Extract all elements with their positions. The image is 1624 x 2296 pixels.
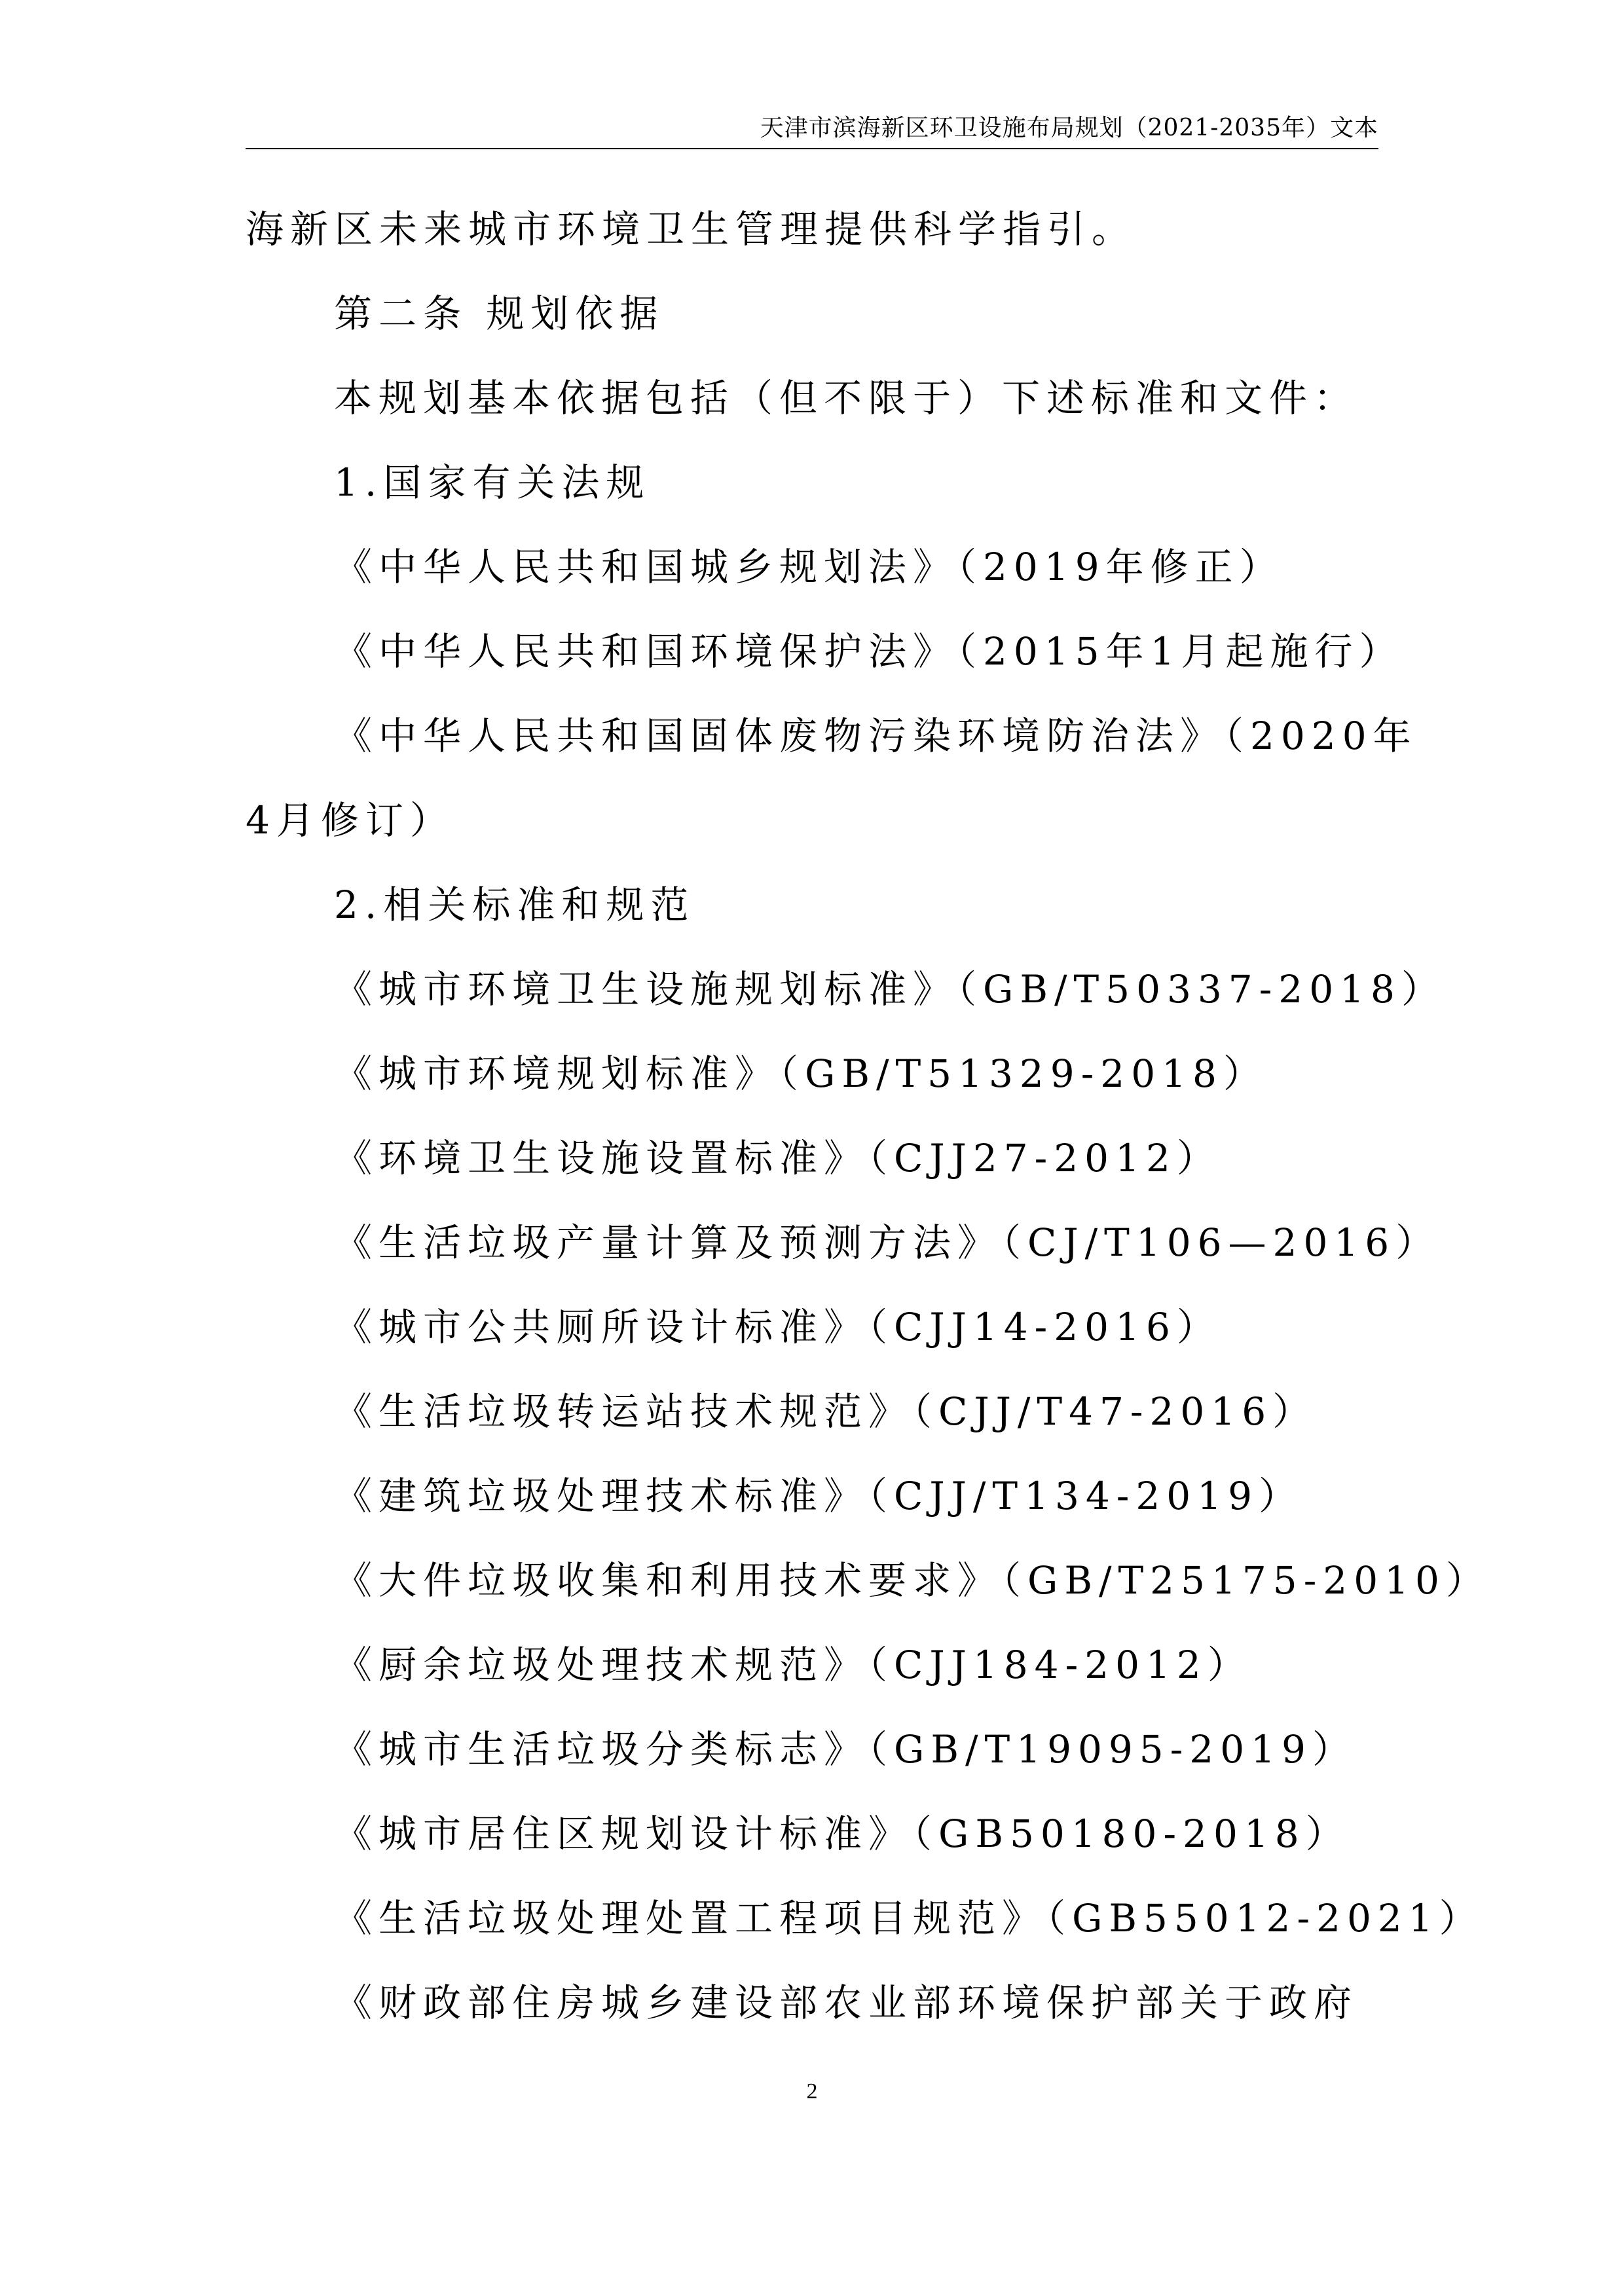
header-rule <box>246 148 1378 149</box>
list-item: 《厨余垃圾处理技术规范》（CJJ184-2012） <box>334 1643 1252 1687</box>
running-header: 天津市滨海新区环卫设施布局规划（2021-2035年）文本 <box>760 115 1378 141</box>
list-item: 《环境卫生设施设置标准》（CJJ27-2012） <box>334 1136 1221 1180</box>
subsection-heading-standards: 2.相关标准和规范 <box>334 883 695 927</box>
list-item: 《中华人民共和国固体废物污染环境防治法》（2020年 <box>334 714 1418 758</box>
list-item: 《城市生活垃圾分类标志》（GB/T19095-2019） <box>334 1727 1357 1772</box>
list-item: 《城市公共厕所设计标准》（CJJ14-2016） <box>334 1305 1221 1349</box>
page-number: 2 <box>806 2079 818 2104</box>
list-item: 《中华人民共和国环境保护法》（2015年1月起施行） <box>334 629 1404 674</box>
list-item: 《建筑垃圾处理技术标准》（CJJ/T134-2019） <box>334 1474 1304 1518</box>
list-item: 《财政部住房城乡建设部农业部环境保护部关于政府 <box>334 1980 1359 2025</box>
intro-paragraph: 本规划基本依据包括（但不限于）下述标准和文件： <box>334 376 1359 420</box>
list-item: 《中华人民共和国城乡规划法》（2019年修正） <box>334 545 1284 589</box>
section-heading: 第二条 规划依据 <box>334 291 665 336</box>
list-item: 《生活垃圾产量计算及预测方法》（CJ/T106—2016） <box>334 1220 1441 1265</box>
list-item: 《大件垃圾收集和利用技术要求》（GB/T25175-2010） <box>334 1558 1490 1603</box>
paragraph-continuation: 海新区未来城市环境卫生管理提供科学指引。 <box>246 207 1137 251</box>
subsection-heading-laws: 1.国家有关法规 <box>334 460 651 505</box>
list-item: 《城市居住区规划设计标准》（GB50180-2018） <box>334 1812 1350 1856</box>
list-item: 《生活垃圾处理处置工程项目规范》（GB55012-2021） <box>334 1896 1484 1941</box>
list-item: 《城市环境规划标准》（GB/T51329-2018） <box>334 1051 1268 1096</box>
body-text <box>246 207 1490 2068</box>
list-item-continuation: 4月修订） <box>246 798 454 843</box>
list-item: 《城市环境卫生设施规划标准》（GB/T50337-2018） <box>334 967 1446 1011</box>
list-item: 《生活垃圾转运站技术规范》（CJJ/T47-2016） <box>334 1389 1318 1434</box>
